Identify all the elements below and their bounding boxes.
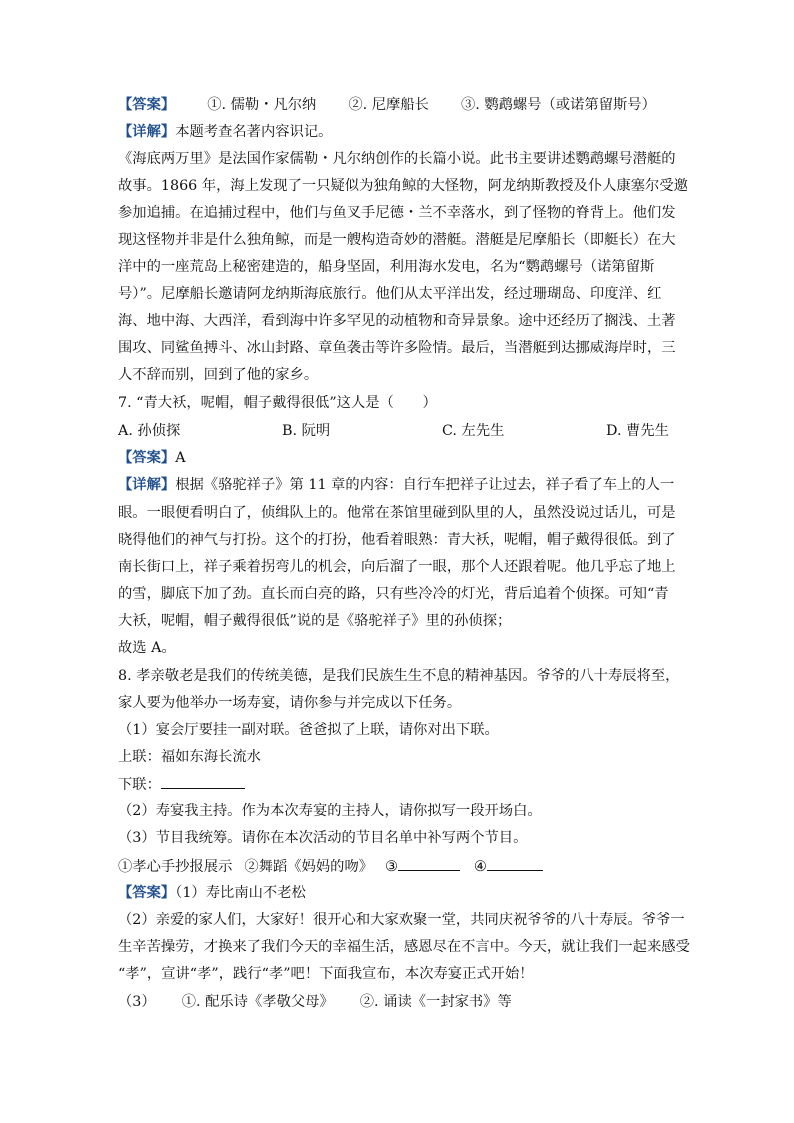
program-list xyxy=(118,856,678,877)
program-item: ④ xyxy=(473,859,487,875)
program-item: ①孝心手抄报展示 xyxy=(118,859,233,875)
answer-8-line: （2）亲爱的家人们，大家好！很开心和大家欢聚一堂，共同庆祝爷爷的八十寿辰。爷爷一 xyxy=(118,912,685,928)
detail-6-line: 人不辞而别，回到了他的家乡。 xyxy=(118,367,319,383)
question-8-line: 家人要为他举办一场寿宴，请你参与并完成以下任务。 xyxy=(118,695,462,711)
detail-tag: 【详解】 xyxy=(118,124,176,140)
program-blank xyxy=(487,856,543,871)
detail-6-line: 现这怪物并非是什么独角鲸，而是一艘构造奇妙的潜艇。潜艇是尼摩船长（即艇长）在大 xyxy=(118,232,676,248)
upper-couplet: 上联：福如东海长流水 xyxy=(118,749,261,765)
option-d: D. 曹先生 xyxy=(606,423,669,439)
detail-7-heading xyxy=(118,475,678,495)
detail-6-line: 《海底两万里》是法国作家儒勒・凡尔纳创作的长篇小说。此书主要讲述鹦鹉螺号潜艇的 xyxy=(118,151,676,167)
option-c: C. 左先生 xyxy=(442,423,505,439)
detail-6-line: 洋中的一座荒岛上秘密建造的，船身坚固，利用海水发电，名为“鹦鹉螺号（诺第留斯 xyxy=(118,259,655,275)
answer-6 xyxy=(118,95,678,115)
detail-7-line: 眼。一眼便看明白了，侦缉队上的。他常在茶馆里碰到队里的人，虽然没说过话儿，可是 xyxy=(118,505,676,521)
answer-text: A xyxy=(175,450,186,466)
lower-couplet xyxy=(118,774,678,795)
answer-tag: 【答案】 xyxy=(118,450,176,466)
answer-8-line: “孝”，宣讲“孝”，践行“孝”吧！下面我宣布，本次寿宴正式开始！ xyxy=(118,966,534,982)
answer-tag: 【答案】 xyxy=(118,97,176,113)
detail-6-line: 海、地中海、大西洋，看到海中许多罕见的动植物和奇异景象。途中还经历了搁浅、土著 xyxy=(118,313,676,329)
answer-text: （1）寿比南山不老松 xyxy=(175,885,306,901)
question-8-task-2: （2）寿宴我主持。作为本次寿宴的主持人，请你拟写一段开场白。 xyxy=(118,803,542,819)
answer-8-task-3 xyxy=(118,992,678,1012)
detail-6-line: 故事。1866 年，海上发现了一只疑似为独角鲸的大怪物，阿龙纳斯教授及仆人康塞尔受邀 xyxy=(118,178,688,194)
detail-6-heading xyxy=(118,122,678,142)
question-8-task-3: （3）节目我统筹。请你在本次活动的节目名单中补写两个节目。 xyxy=(118,830,528,846)
detail-7-line: 大袄，呢帽，帽子戴得很低”说的是《骆驼祥子》里的孙侦探； xyxy=(118,613,512,629)
program-item: ②舞蹈《妈妈的吻》 xyxy=(244,859,374,875)
detail-tag: 【详解】 xyxy=(118,477,176,493)
option-b: B. 阮明 xyxy=(282,423,331,439)
question-7-stem: 7. “青大袄，呢帽，帽子戴得很低”这人是（ ） xyxy=(118,395,437,411)
answer-prefix: （3） xyxy=(118,994,156,1010)
answer-item: ②. 诵读《一封家书》等 xyxy=(359,994,512,1010)
answer-8-line: 生辛苦操劳，才换来了我们今天的幸福生活，感恩尽在不言中。今天，就让我们一起来感受 xyxy=(118,939,690,955)
detail-text: 本题考查名著内容识记。 xyxy=(175,124,333,140)
detail-6-line: 围攻、同鲨鱼搏斗、冰山封路、章鱼袭击等许多险情。最后，当潜艇到达挪威海岸时，三 xyxy=(118,340,676,356)
question-8-task-1: （1）宴会厅要挂一副对联。爸爸拟了上联，请你对出下联。 xyxy=(118,722,499,738)
answer-tag: 【答案】 xyxy=(118,885,176,901)
detail-7-line: 南长街口上，祥子乘着拐弯儿的机会，向后溜了一眼，那个人还跟着呢。他几乎忘了地上 xyxy=(118,559,676,575)
answer-item: ①. 配乐诗《孝敬父母》 xyxy=(181,994,334,1010)
detail-6-line: 参加追捕。在追捕过程中，他们与鱼叉手尼德・兰不幸落水，到了怪物的脊背上。他们发 xyxy=(118,205,676,221)
detail-7-line: 的雪，脚底下加了劲。直长而白亮的路，只有些冷冷的灯光，背后追着个侦探。可知“青 xyxy=(118,586,669,602)
program-blank xyxy=(398,856,460,871)
answer-item: ③. 鹦鹉螺号（或诺第留斯号） xyxy=(460,97,656,113)
question-8-line: 8. 孝亲敬老是我们的传统美德，是我们民族生生不息的精神基因。爷爷的八十寿辰将至， xyxy=(118,668,680,684)
answer-8-heading xyxy=(118,883,678,903)
lower-couplet-label: 下联： xyxy=(118,777,161,793)
detail-6-line: 号）”。尼摩船长邀请阿龙纳斯海底旅行。他们从太平洋出发，经过珊瑚岛、印度洋、红 xyxy=(118,286,662,302)
answer-item: ②. 尼摩船长 xyxy=(348,97,429,113)
program-item: ③ xyxy=(385,859,398,875)
answer-7 xyxy=(118,448,678,468)
lower-couplet-blank xyxy=(161,774,245,789)
detail-7-line: 故选 A。 xyxy=(118,640,176,656)
option-a: A. 孙侦探 xyxy=(118,423,181,439)
detail-text: 根据《骆驼祥子》第 11 章的内容：自行车把祥子让过去，祥子看了车上的人一 xyxy=(175,477,675,493)
answer-item: ①. 儒勒・凡尔纳 xyxy=(207,97,317,113)
detail-7-line: 晓得他们的神气与打扮。这个的打扮，他看着眼熟：青大袄，呢帽，帽子戴得很低。到了 xyxy=(118,532,676,548)
